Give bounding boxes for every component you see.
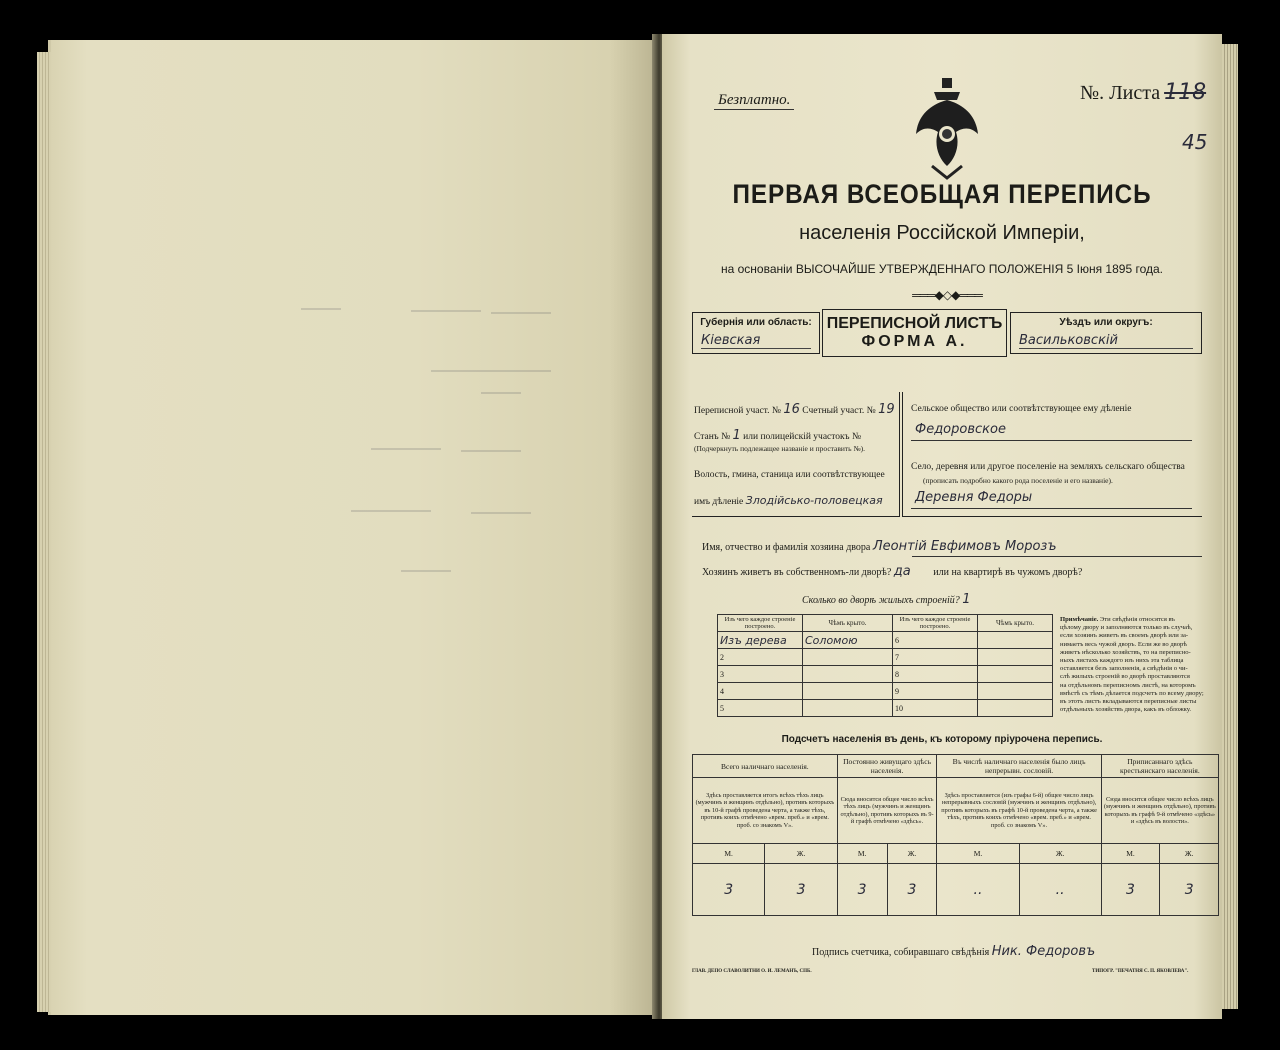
province-box: [692, 312, 820, 354]
form-subtitle: населенія Россійской Имперіи,: [799, 222, 1085, 244]
table-row: Изъ дерева: [718, 632, 803, 649]
volost-label: Волость, гмина, станица или соотвѣтствующее: [694, 470, 885, 480]
col-material-2: Изъ чего каждое строеніе построено.: [893, 615, 978, 632]
col-material: Изъ чего каждое строеніе построено.: [718, 615, 803, 632]
female-header: Ж.: [1160, 844, 1219, 864]
sheet-label: №. Листа: [1080, 82, 1161, 104]
col-roof: Чѣмъ крыто.: [803, 615, 893, 632]
double-headed-eagle-emblem: [912, 74, 982, 184]
buildings-table: Изъ чего каждое строеніе построено. Чѣмъ крыто. Изъ чего каждое строеніе построено. Чѣмъ крыто. Изъ дерева Соломою 6 2 7 3 8 4 9 5 10: [717, 614, 1053, 717]
male-header: М.: [1101, 844, 1160, 864]
total-value: 3: [837, 864, 887, 916]
table-row: 4: [718, 683, 803, 700]
police-label: или полицейскій участокъ №: [743, 432, 862, 442]
female-header: Ж.: [765, 844, 837, 864]
counting-district-value: 19: [878, 402, 895, 417]
census-district-label: Переписной участ. №: [694, 406, 781, 416]
form-title: ПЕРЕПИСНОЙ ЛИСТЪ: [826, 315, 1003, 332]
totals-header-4: Приписаннаго здѣсь крестьянскаго населенія.: [1101, 755, 1218, 778]
totals-explanation-3: Здѣсь проставляется (изъ графы 6-й) общее число лицъ непрерывныхъ сословій (мужчинъ и женщинъ отдѣльно), противъ которыхъ въ графѣ 10-й проведена черта, а также тѣхъ, противъ коихъ отмѣчено «врем. преб.» и «врем. проб. со знакомъ V».: [937, 778, 1101, 844]
stan-label: Станъ №: [694, 432, 731, 442]
totals-table: [692, 754, 1219, 916]
signature-value: Ник. Федоровъ: [991, 944, 1096, 959]
sheet-number-handwritten: 45: [1182, 130, 1208, 154]
totals-explanation-4: Сюда вносится общее число всѣхъ лицъ (мужчинъ и женщинъ отдѣльно), противъ которыхъ въ графѣ 9-й отмѣчено «здѣсь» и «здѣсь въ волости».: [1101, 778, 1218, 844]
totals-header-2: Постоянно живущаго здѣсь населенія.: [837, 755, 937, 778]
admin-right-block: [902, 392, 1202, 517]
owner-label: Имя, отчество и фамилія хозяина двора: [702, 542, 871, 553]
female-header: Ж.: [1019, 844, 1101, 864]
buildings-value: 1: [962, 592, 971, 607]
total-value: ..: [937, 864, 1019, 916]
form-title-box: [822, 309, 1007, 357]
male-header: М.: [693, 844, 765, 864]
village-label: Село, деревня или другое поселеніе на земляхъ сельскаго общества: [911, 462, 1185, 472]
village-note: (прописать подробно какого рода поселеніе и его названіе).: [923, 476, 1113, 485]
form-basis: на основаніи ВЫСОЧАЙШЕ УТВЕРЖДЕННАГО ПОЛОЖЕНІЯ 5 Іюня 1895 года.: [720, 262, 1163, 276]
left-blank-page: [48, 40, 658, 1015]
village-value: Деревня Федоры: [915, 490, 1033, 505]
totals-header-1: Всего наличнаго населенія.: [693, 755, 838, 778]
table-row: 5: [718, 700, 803, 717]
district-value: Васильковскій: [1019, 333, 1193, 349]
sheet-number-crossed: 118: [1164, 80, 1207, 105]
owner-value: Леонтій Евфимовъ Морозъ: [872, 539, 1057, 554]
admin-left-block: [692, 392, 900, 517]
underline-note: (Подчеркнуть подлежащее названіе и проставить №).: [694, 444, 865, 453]
society-label: Сельское общество или соотвѣтствующее ему дѣленіе: [911, 404, 1132, 414]
total-value: ..: [1019, 864, 1101, 916]
signature-label: Подпись счетчика, собиравшаго свѣдѣнія: [812, 947, 990, 958]
free-label: Безплатно.: [714, 92, 794, 110]
total-value: 3: [1101, 864, 1160, 916]
female-header: Ж.: [887, 844, 937, 864]
province-value: Кіевская: [701, 333, 811, 349]
male-header: М.: [837, 844, 887, 864]
totals-header-3: Въ числѣ наличнаго населенія было лицъ непрерывн. сословій.: [937, 755, 1101, 778]
census-form-page: [662, 34, 1222, 1019]
sheet-number: [1080, 80, 1206, 105]
male-header: М.: [937, 844, 1019, 864]
rent-label: или на квартирѣ въ чужомъ дворѣ?: [933, 567, 1083, 578]
total-value: 3: [1160, 864, 1219, 916]
counting-district-label: Счетный участ. №: [802, 406, 876, 416]
form-header-row: [692, 309, 1202, 357]
totals-explanation-1: Здѣсь проставляется итогъ всѣхъ тѣхъ лицъ (мужчинъ и женщинъ отдѣльно), противъ которыхъ въ 10-й графѣ проведена черта, а также тѣхъ, противъ коихъ отмѣчено «врем. преб.» и «врем. проб. со знакомъ V».: [693, 778, 838, 844]
district-box: [1010, 312, 1202, 354]
ornament-divider: ═══◆◇◆═══: [912, 288, 982, 302]
total-value: 3: [887, 864, 937, 916]
buildings-note: Примѣчаніе. Эти свѣдѣнія относятся въ цѣлому двору и заполняются только въ случаѣ, если хозяинъ живетъ въ своемъ дворѣ или за- нимаетъ весь чужой дворъ. Если же во дворѣ живетъ нѣсколько хозяйствъ, то на переписно- ныхъ листахъ каждого изъ нихъ эта таблица оставляется безъ заполненія, а свѣдѣнія о чи- слѣ жилыхъ строеній во дворѣ проставляются на отдѣльномъ переписномъ листѣ, на которомъ вмѣстѣ съ тѣмъ дѣлается подсчетъ по всему двору; въ этотъ листъ вкладываются переписные листы отдѣльныхъ хозяйствъ двора, какъ въ обложку.: [1060, 616, 1204, 714]
form-type: ФОРМА А.: [861, 333, 968, 350]
province-label: Губернія или область:: [700, 317, 812, 328]
table-row: 2: [718, 649, 803, 666]
col-roof-2: Чѣмъ крыто.: [978, 615, 1053, 632]
total-value: 3: [693, 864, 765, 916]
society-value: Федоровское: [915, 422, 1006, 437]
buildings-label: Сколько во дворѣ жилыхъ строеній?: [802, 595, 960, 606]
printer-left: ГЛАВ. ДЕПО СЛАВОЛИТНИ О. И. ЛЕМАНЪ, СПБ.: [692, 969, 812, 974]
district-label: Уѣздъ или округъ:: [1059, 317, 1153, 328]
table-row: 3: [718, 666, 803, 683]
form-main-title: ПЕРВАЯ ВСЕОБЩАЯ ПЕРЕПИСЬ: [732, 179, 1152, 209]
totals-title: Подсчетъ населенія въ день, къ которому пріурочена перепись.: [781, 734, 1103, 745]
printer-right: ТИПОГР. "ПЕЧАТНЯ С. П. ЯКОВЛЕВА".: [1092, 969, 1189, 974]
lives-label: Хозяинъ живетъ въ собственномъ-ли дворѣ?: [702, 567, 892, 578]
volost-value: Злодійсько-половецкая: [745, 494, 883, 507]
totals-explanation-2: Сюда вносится общее число всѣхъ тѣхъ лицъ (мужчинъ и женщинъ отдѣльно), противъ которыхъ въ 9-й графѣ отмѣчено «здѣсь».: [837, 778, 937, 844]
volost-label-2: имъ дѣленіе: [694, 497, 744, 507]
stan-value: 1: [732, 428, 741, 443]
total-value: 3: [765, 864, 837, 916]
lives-value: да: [893, 564, 911, 579]
census-district-value: 16: [783, 402, 800, 417]
open-census-book: [40, 30, 1250, 1020]
